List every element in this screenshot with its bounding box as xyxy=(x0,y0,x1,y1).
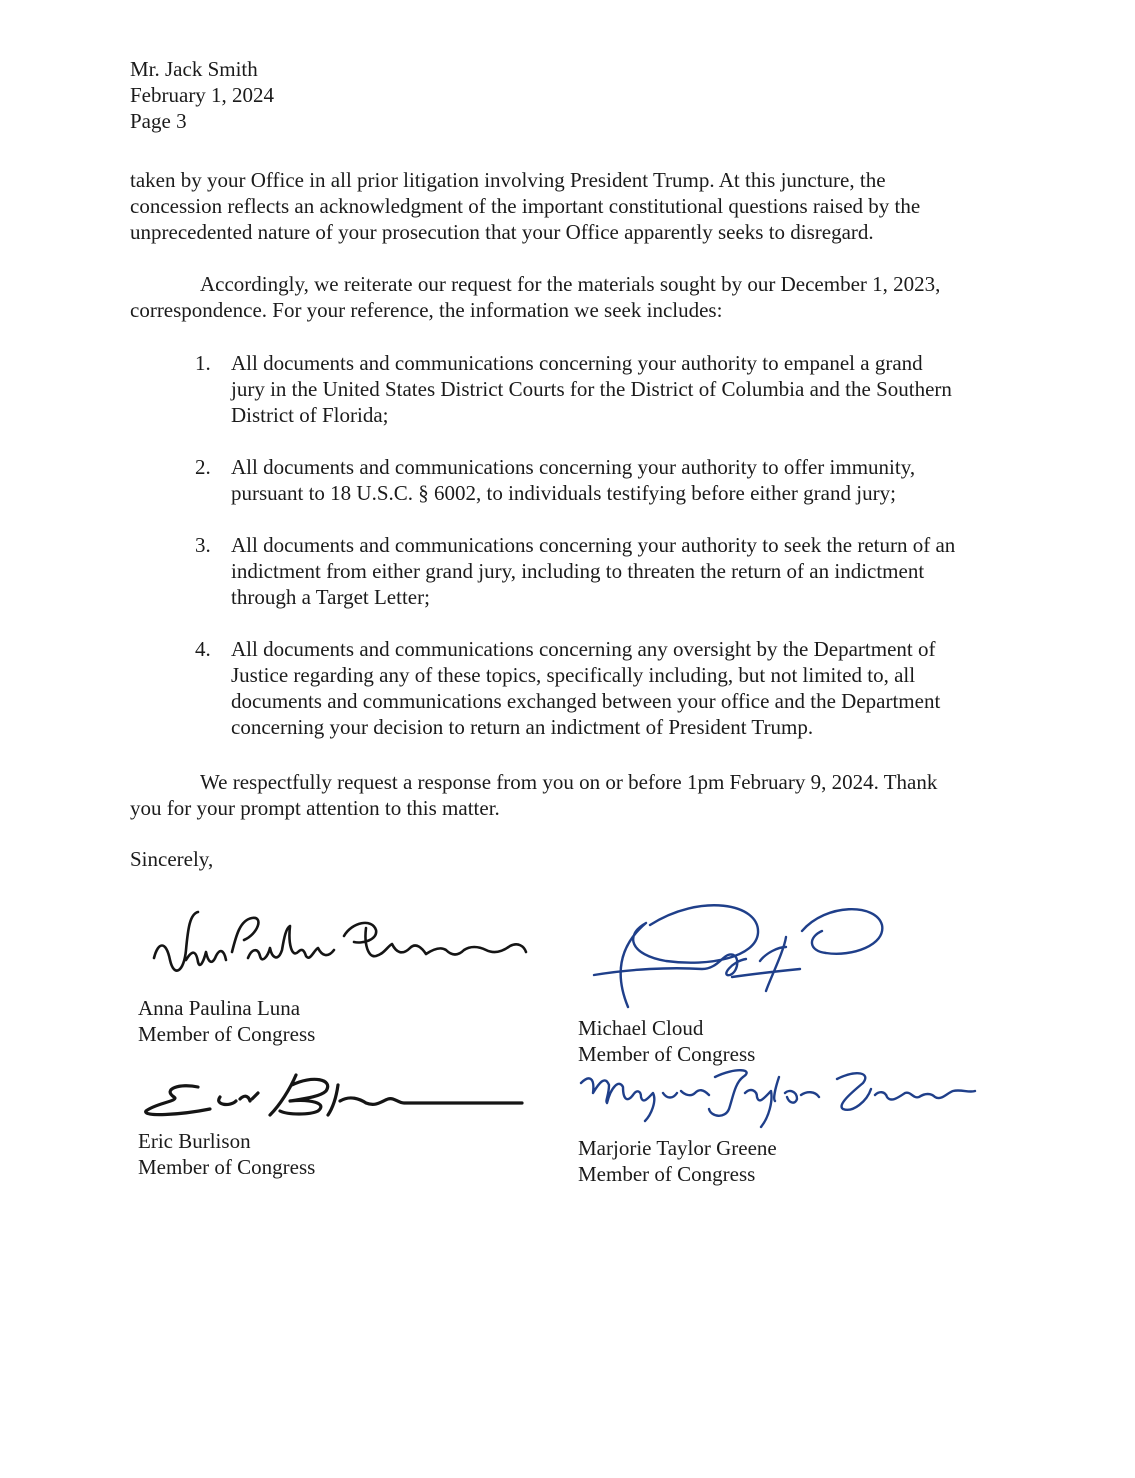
signatory-greene xyxy=(578,1135,777,1187)
list-number: 1. xyxy=(195,351,211,375)
paragraph-line-indented xyxy=(130,271,1010,297)
list-item xyxy=(195,636,1025,740)
list-line: All documents and communications concerning your authority to seek the return of an xyxy=(231,533,956,557)
signature-cloud xyxy=(590,895,900,1015)
paragraph-text: We respectfully request a response from you on or before 1pm February 9, 2024. Thank xyxy=(200,770,938,794)
letter-header xyxy=(130,56,274,134)
list-line: jury in the United States District Courts for the District of Columbia and the Southern xyxy=(231,377,952,401)
list-line: District of Florida; xyxy=(231,403,389,427)
paragraph-request xyxy=(130,271,1010,323)
signature-burlison xyxy=(140,1065,530,1125)
letter-date: February 1, 2024 xyxy=(130,83,275,107)
recipient-name: Mr. Jack Smith xyxy=(130,57,258,81)
paragraph-response-request xyxy=(130,769,1010,821)
signatory-name: Michael Cloud xyxy=(578,1016,704,1040)
signatory-luna xyxy=(138,995,315,1047)
closing-salutation: Sincerely, xyxy=(130,847,214,871)
request-list xyxy=(195,350,1025,766)
list-number: 3. xyxy=(195,533,211,557)
list-line: indictment from either grand jury, including to threaten the return of an indictment xyxy=(231,559,925,583)
signatory-title: Member of Congress xyxy=(578,1042,756,1066)
signature-greene xyxy=(575,1065,985,1140)
list-line: All documents and communications concerning any oversight by the Department of xyxy=(231,637,936,661)
list-item xyxy=(195,532,1025,610)
paragraph-line: correspondence. For your reference, the information we seek includes: xyxy=(130,298,723,322)
paragraph-line: you for your prompt attention to this matter. xyxy=(130,796,500,820)
paragraph-line-indented xyxy=(130,769,1010,795)
signatory-burlison xyxy=(138,1128,315,1180)
list-line: Justice regarding any of these topics, specifically including, but not limited to, all xyxy=(231,663,916,687)
list-item xyxy=(195,454,1025,506)
list-line: through a Target Letter; xyxy=(231,585,430,609)
paragraph-line: unprecedented nature of your prosecution that your Office apparently seeks to disregard. xyxy=(130,220,874,244)
list-line: All documents and communications concerning your authority to empanel a grand xyxy=(231,351,923,375)
list-line: All documents and communications concerning your authority to offer immunity, xyxy=(231,455,916,479)
paragraph-line: taken by your Office in all prior litigation involving President Trump. At this juncture, the xyxy=(130,168,886,192)
signatory-title: Member of Congress xyxy=(138,1155,316,1179)
paragraph-text: Accordingly, we reiterate our request for the materials sought by our December 1, 2023, xyxy=(200,272,941,296)
signatory-cloud xyxy=(578,1015,755,1067)
list-line: pursuant to 18 U.S.C. § 6002, to individuals testifying before either grand jury; xyxy=(231,481,896,505)
signature-luna xyxy=(140,900,540,990)
list-line: concerning your decision to return an indictment of President Trump. xyxy=(231,715,814,739)
list-number: 2. xyxy=(195,455,211,479)
paragraph-continuation xyxy=(130,167,1010,245)
signatory-name: Anna Paulina Luna xyxy=(138,996,301,1020)
signatory-title: Member of Congress xyxy=(138,1022,316,1046)
signatory-title: Member of Congress xyxy=(578,1162,756,1186)
list-item xyxy=(195,350,1025,428)
list-number: 4. xyxy=(195,637,211,661)
signatory-name: Eric Burlison xyxy=(138,1129,251,1153)
paragraph-line: concession reflects an acknowledgment of the important constitutional questions raised by the xyxy=(130,194,921,218)
signatory-name: Marjorie Taylor Greene xyxy=(578,1136,777,1160)
list-line: documents and communications exchanged between your office and the Department xyxy=(231,689,941,713)
page-number: Page 3 xyxy=(130,109,187,133)
